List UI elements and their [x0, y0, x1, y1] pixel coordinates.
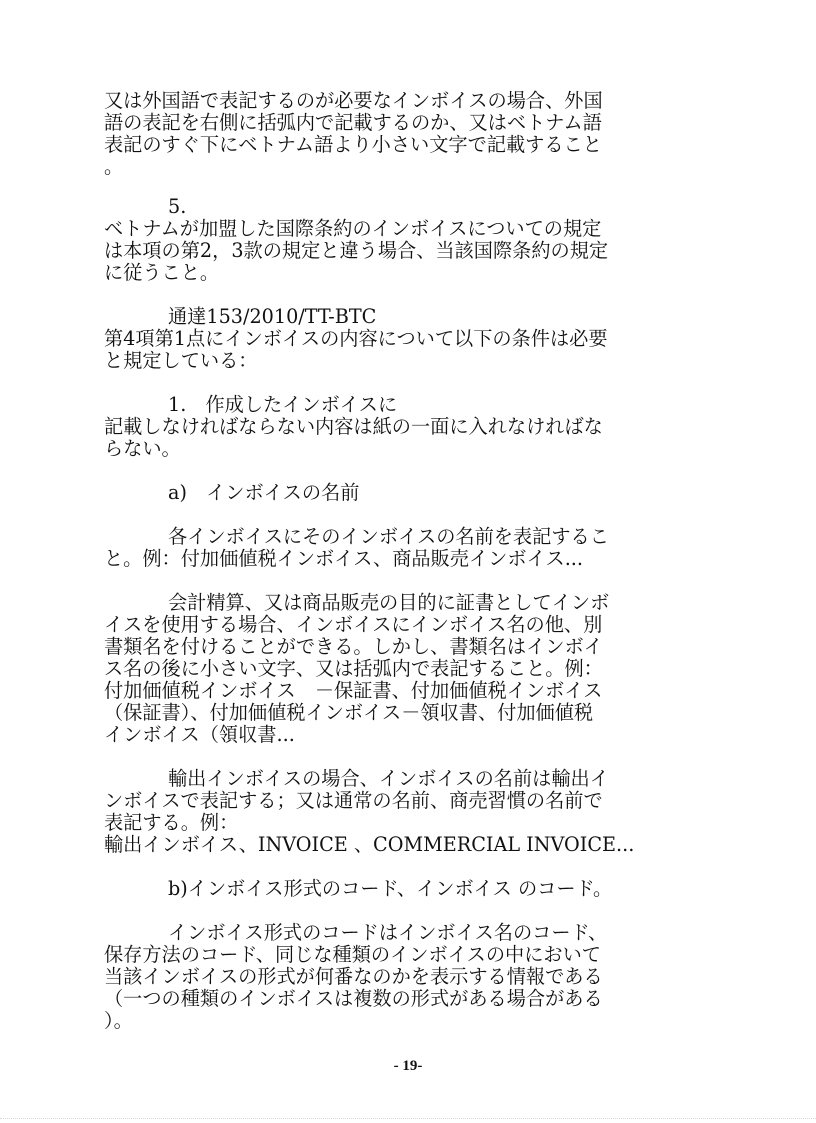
- document-body: [104, 90, 710, 1032]
- text-line: 又は外国語で表記するのが必要なインボイスの場合、外国: [104, 89, 603, 112]
- text-line: らない。: [104, 437, 181, 460]
- text-line: 当該インボイスの形式が何番なのかを表示する情報である: [104, 965, 603, 988]
- subheading-b: b)インボイス形式のコード、インボイス のコード。: [168, 877, 613, 900]
- text-line: 表記する。例：: [104, 811, 239, 834]
- text-line: インボイス（領収書...: [104, 723, 295, 746]
- text-line: に従うこと。: [104, 261, 220, 284]
- text-line: 付加価値税インボイス －保証書、付加価値税インボイス: [104, 679, 603, 702]
- text-line: ）。: [104, 1009, 133, 1032]
- text-line: 。: [104, 155, 124, 178]
- text-line: 輸出インボイスの場合、インボイスの名前は輸出イ: [168, 767, 609, 790]
- text-line: 各インボイスにそのインボイスの名前を表記するこ: [168, 525, 609, 548]
- text-line: と規定している：: [104, 349, 258, 372]
- circular-reference: 通達153/2010/TT-BTC: [168, 305, 377, 328]
- numbered-heading: 1. 作成したインボイスに: [168, 393, 398, 416]
- text-line: （一つの種類のインボイスは複数の形式がある場合がある: [104, 987, 603, 1010]
- text-line: は本項の第2，3款の規定と違う場合、当該国際条約の規定: [104, 239, 609, 262]
- text-line: ンボイスで表記する；又は通常の名前、商売習慣の名前で: [104, 789, 603, 812]
- text-line: 保存方法のコード、同じな種類のインボイスの中において: [104, 943, 601, 966]
- text-line: イスを使用する場合、インボイスにインボイス名の他、別: [104, 613, 603, 636]
- text-line: 書類名を付けることができる。しかし、書類名はインボイ: [104, 635, 603, 658]
- text-line: と。例：付加価値税インボイス、商品販売インボイス...: [104, 547, 583, 570]
- text-line: インボイス形式のコードはインボイス名のコード、: [168, 921, 608, 944]
- text-line: 表記のすぐ下にベトナム語より小さい文字で記載すること: [104, 133, 602, 156]
- text-line: 記載しなければならない内容は紙の一面に入れなければな: [104, 415, 603, 438]
- page-number: - 19-: [393, 1058, 423, 1074]
- text-line: ス名の後に小さい文字、又は括弧内で表記すること。例：: [104, 657, 603, 680]
- subheading-a: a) インボイスの名前: [168, 481, 360, 504]
- section-number: 5.: [168, 195, 187, 218]
- text-line: 第4項第1点にインボイスの内容について以下の条件は必要: [104, 327, 608, 350]
- text-line: 輸出インボイス、INVOICE 、COMMERCIAL INVOICE...: [104, 833, 635, 856]
- text-line: 会計精算、又は商品販売の目的に証書としてインボ: [168, 591, 610, 614]
- text-line: ベトナムが加盟した国際条約のインボイスについての規定: [104, 217, 602, 240]
- text-line: 語の表記を右側に括弧内で記載するのか、又はベトナム語: [104, 111, 602, 134]
- page-bottom-divider: [0, 1118, 816, 1119]
- text-line: （保証書）、付加価値税インボイス－領収書、付加価値税: [104, 701, 594, 724]
